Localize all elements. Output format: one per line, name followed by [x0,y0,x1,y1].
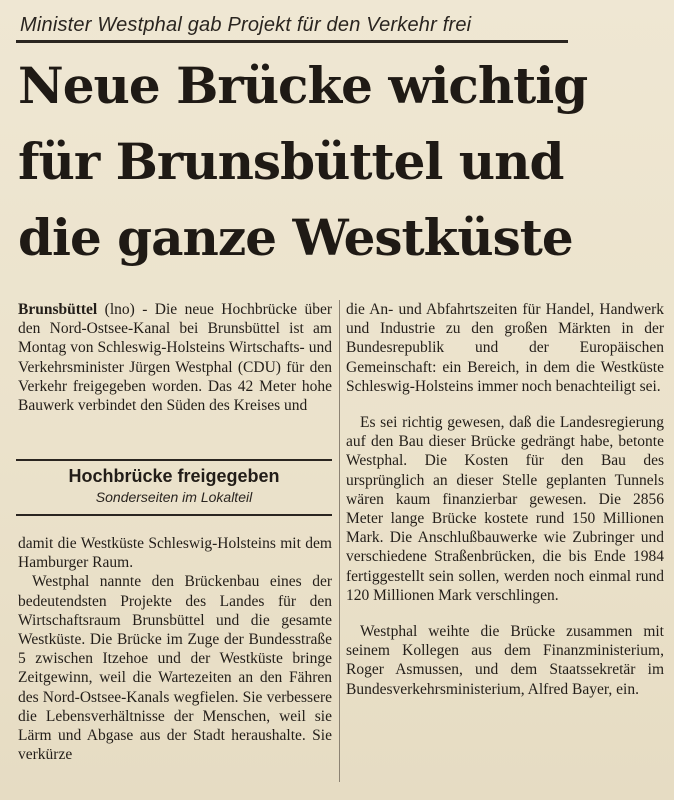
column-1-bottom [18,534,332,764]
kicker-line: Minister Westphal gab Projekt für den Verkehr frei [20,14,472,36]
kicker-underline [16,40,568,43]
column-1-top [18,300,332,415]
lead-text: (lno) - Die neue Hochbrücke über den Nord-Ostsee-Kanal bei Brunsbüttel ist am Montag von Schleswig-Holsteins Wirtschafts- und Verkehrsminister Jürgen Westphal (CDU) für den Verkehr freigegeben worden. Das 42 Meter hohe Bauwerk verbindet den Süden des Kreises und [18,301,332,415]
column-2-paragraph-2: Es sei richtig gewesen, daß die Landesregierung auf den Bau dieser Brücke gedrängt habe, betonte Westphal. Die Kosten für den Bau des ursprünglich an dieser Stelle geplanten Tunnels wären kaum finanzierbar gewesen. Die 2856 Meter lange Brücke kostete rund 150 Millionen Mark. Die Anschlußbauwerke wie Zubringer und verschiedene Straßenbrücken, die bis Ende 1984 fertiggestellt sein sollen, werden noch einmal rund 120 Millionen Mark verschlingen. [346,414,664,604]
dateline-place: Brunsbüttel [18,301,98,318]
column-2-paragraph-3: Westphal weihte die Brücke zusammen mit seinem Kollegen aus dem Finanzministerium, Roger Asmussen, und dem Staatssekretär im Bundesverkehrsministerium, Alfred Bayer, ein. [346,623,664,698]
headline-line-2: für Brunsbüttel und [18,132,564,191]
headline-line-1: Neue Brücke wichtig [18,56,588,115]
column-1-paragraph-2: Westphal nannte den Brückenbau eines der bedeutendsten Projekte des Landes für den Wirtschaftsraum Brunsbüttel und die gesamte Westküste. Die Brücke im Zuge der Bundesstraße 5 zwischen Itzehoe und der Westküste bringe Zeitgewinn, weil die Wartezeiten an den Fähren des Nord-Ostsee-Kanals wegfielen. Sie verbessere die Lebensverhältnisse der Menschen, weil sie Lärm und Abgase aus der Stadt heraushalte. Sie verkürze [18,573,332,764]
column-1-continued: damit die Westküste Schleswig-Holsteins mit dem Hamburger Raum. [18,535,332,572]
infobox-title: Hochbrücke freigegeben [68,466,280,486]
infobox-rule-top [16,459,332,461]
headline-line-3: die ganze Westküste [18,208,573,267]
lead-paragraph [18,300,332,415]
headline [18,48,668,276]
column-divider [339,300,340,782]
column-2-paragraph-1: die An- und Abfahrtszeiten für Handel, Handwerk und Industrie zu den großen Märkten in der Bundesrepublik und der Europäischen Gemeinschaft: ein Bereich, in dem die Westküste Schleswig-Holsteins immer noch benachteiligt sei. [346,301,664,395]
infobox-subtitle: Sonderseiten im Lokalteil [95,489,253,505]
column-2 [346,300,664,699]
infobox-rule-bottom [16,514,332,516]
